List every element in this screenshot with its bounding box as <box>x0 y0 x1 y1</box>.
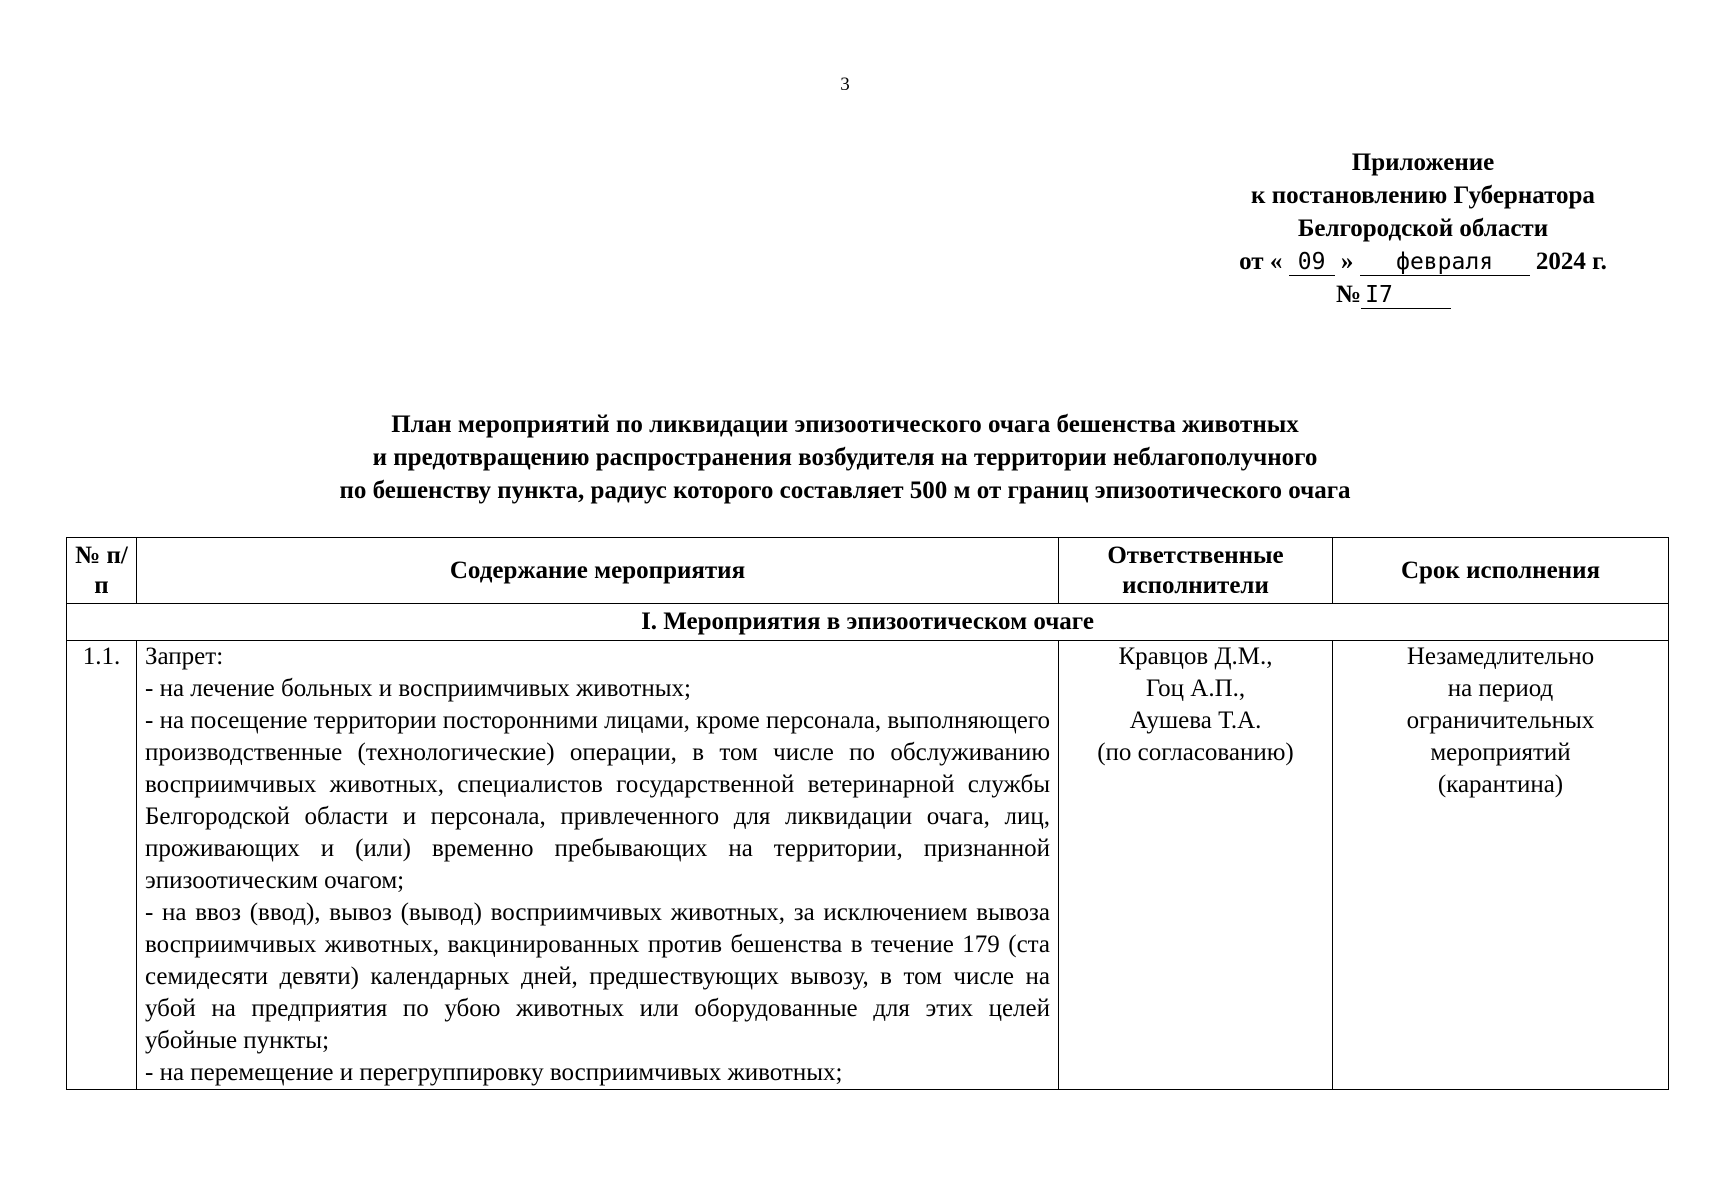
plan-table <box>66 537 1669 1090</box>
content-item: - на перемещение и перегруппировку восприимчивых животных; <box>145 1059 843 1086</box>
annex-number-line <box>1218 278 1628 311</box>
date-prefix: от « <box>1239 248 1283 275</box>
header-responsible: Ответственные исполнители <box>1059 538 1333 604</box>
content-intro: Запрет: <box>145 643 224 670</box>
deadline-line: мероприятий <box>1430 739 1571 766</box>
row-num: 1.1. <box>67 641 137 1090</box>
document-title <box>0 408 1690 507</box>
row-responsible <box>1059 641 1333 1090</box>
responsible-person: Кравцов Д.М., <box>1118 643 1273 670</box>
annex-title: Приложение <box>1351 149 1495 176</box>
section-row <box>67 604 1669 641</box>
annex-block <box>1218 146 1628 311</box>
number-value: I7 <box>1361 282 1451 309</box>
header-deadline: Срок исполнения <box>1333 538 1669 604</box>
row-deadline <box>1333 641 1669 1090</box>
date-mid: » <box>1340 248 1354 275</box>
content-item: - на лечение больных и восприимчивых животных; <box>145 675 691 702</box>
table-header-row <box>67 538 1669 604</box>
title-line-1: План мероприятий по ликвидации эпизоотического очага бешенства животных <box>391 411 1299 438</box>
responsible-note: (по согласованию) <box>1097 739 1294 766</box>
date-year: 2024 г. <box>1535 248 1607 275</box>
annex-region-line: Белгородской области <box>1297 215 1549 242</box>
content-item: - на посещение территории посторонними лицами, кроме персонала, выполняющего производственные (технологические) операции, в том числе по обслуживанию восприимчивых животных, специалистов государственной ветеринарной службы Белгородской области и персонала, привлеченного для ликвидации очага, лиц, проживающих и (или) временно пребывающих на территории, признанной эпизоотическим очагом; <box>145 707 1050 894</box>
title-line-2: и предотвращению распространения возбудителя на территории неблагополучного <box>372 444 1318 471</box>
section-title: I. Мероприятия в эпизоотическом очаге <box>67 604 1669 641</box>
deadline-line: на период <box>1447 675 1554 702</box>
date-day: 09 <box>1289 249 1335 276</box>
page-number: 3 <box>840 74 850 95</box>
deadline-line: ограничительных <box>1406 707 1595 734</box>
number-prefix: № <box>1336 281 1362 308</box>
annex-date-line <box>1218 245 1628 278</box>
row-content <box>137 641 1059 1090</box>
deadline-line: (карантина) <box>1437 771 1564 798</box>
annex-to-line: к постановлению Губернатора <box>1251 182 1595 209</box>
title-line-3: по бешенству пункта, радиус которого составляет 500 м от границ эпизоотического очага <box>339 477 1351 504</box>
header-content: Содержание мероприятия <box>137 538 1059 604</box>
date-month: февраля <box>1360 249 1530 276</box>
table-row <box>67 641 1669 1090</box>
content-item: - на ввоз (ввод), вывоз (вывод) восприимчивых животных, за исключением вывоза восприимчивых животных, вакцинированных против бешенства в течение 179 (ста семидесяти девяти) календарных дней, предшествующих вывозу, в том числе на убой на предприятия по убою животных или оборудованные для этих целей убойные пункты; <box>145 899 1050 1054</box>
responsible-person: Аушева Т.А. <box>1129 707 1262 734</box>
header-num: № п/п <box>67 538 137 604</box>
deadline-line: Незамедлительно <box>1406 643 1595 670</box>
responsible-person: Гоц А.П., <box>1145 675 1246 702</box>
